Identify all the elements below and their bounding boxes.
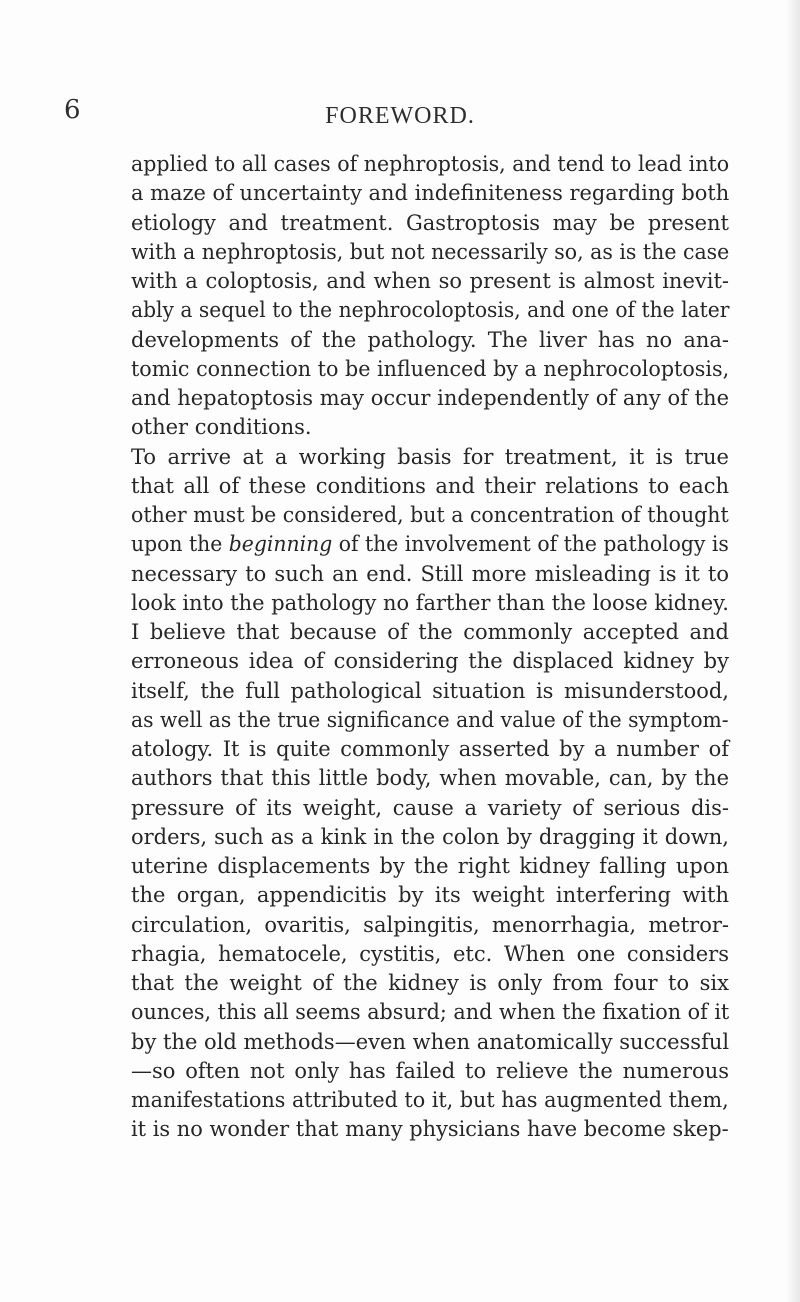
body-text [131, 150, 729, 1145]
text-line: manifestations attributed to it, but has augmented them, [131, 1088, 729, 1112]
page-number: 6 [64, 95, 81, 125]
text-line: atology. It is quite commonly asserted by a number of [131, 737, 729, 761]
text-line: other conditions. [131, 415, 312, 440]
text-line: applied to all cases of nephroptosis, and tend to lead into [131, 152, 730, 176]
text-line: with a nephroptosis, but not necessarily so, as is the case [131, 239, 730, 264]
text-line: etiology and treatment. Gastroptosis may be present [131, 210, 729, 235]
running-title: FOREWORD. [325, 103, 475, 129]
text-line: as well as the true significance and value of the symptom- [131, 707, 729, 732]
text-line: pressure of its weight, cause a variety of serious dis- [131, 795, 729, 820]
text-line: it is no wonder that many physicians have become skep- [131, 1117, 729, 1142]
page-edge-shadow [786, 0, 800, 1302]
text-line: by the old methods—even when anatomically successful [131, 1029, 730, 1054]
text-line: and hepatoptosis may occur independently of any of the [131, 386, 729, 410]
text-line: a maze of uncertainty and indefiniteness regarding both [131, 181, 730, 206]
text-line: erroneous idea of considering the displaced kidney by [131, 649, 729, 674]
text-line: ably a sequel to the nephrocoloptosis, and one of the later [131, 298, 730, 323]
text-line: ounces, this all seems absurd; and when the fixation of it [131, 1000, 730, 1025]
text-line: itself, the full pathological situation is misunderstood, [131, 678, 729, 703]
text-segment: of the involvement of the pathology is [332, 532, 729, 557]
text-line: authors that this little body, when movable, can, by the [131, 766, 729, 791]
text-line: look into the pathology no farther than the loose kidney. [131, 590, 729, 615]
text-line: that all of these conditions and their relations to each [131, 473, 729, 498]
text-line: that the weight of the kidney is only from four to six [131, 971, 729, 995]
text-line: —so often not only has failed to relieve the numerous [131, 1058, 729, 1083]
text-line: To arrive at a working basis for treatment, it is true [131, 444, 729, 469]
text-line: tomic connection to be influenced by a nephrocoloptosis, [131, 356, 730, 381]
text-line: rhagia, hematocele, cystitis, etc. When one considers [131, 941, 729, 966]
emphasized-word: beginning [228, 532, 333, 557]
text-segment: upon the [131, 532, 229, 557]
page-header [0, 88, 800, 132]
text-line: necessary to such an end. Still more misleading is it to [131, 561, 729, 586]
text-line: the organ, appendicitis by its weight interfering with [131, 883, 729, 908]
text-line: uterine displacements by the right kidney falling upon [131, 854, 729, 878]
text-line: orders, such as a kink in the colon by dragging it down, [131, 824, 729, 849]
text-line: other must be considered, but a concentration of thought [131, 503, 729, 527]
text-line: with a coloptosis, and when so present is almost inevit- [131, 269, 729, 293]
text-line: developments of the pathology. The liver has no ana- [131, 327, 729, 352]
text-line: I believe that because of the commonly accepted and [131, 620, 729, 644]
text-line: circulation, ovaritis, salpingitis, menorrhagia, metror- [131, 912, 729, 937]
text-line-with-emphasis [131, 530, 729, 559]
